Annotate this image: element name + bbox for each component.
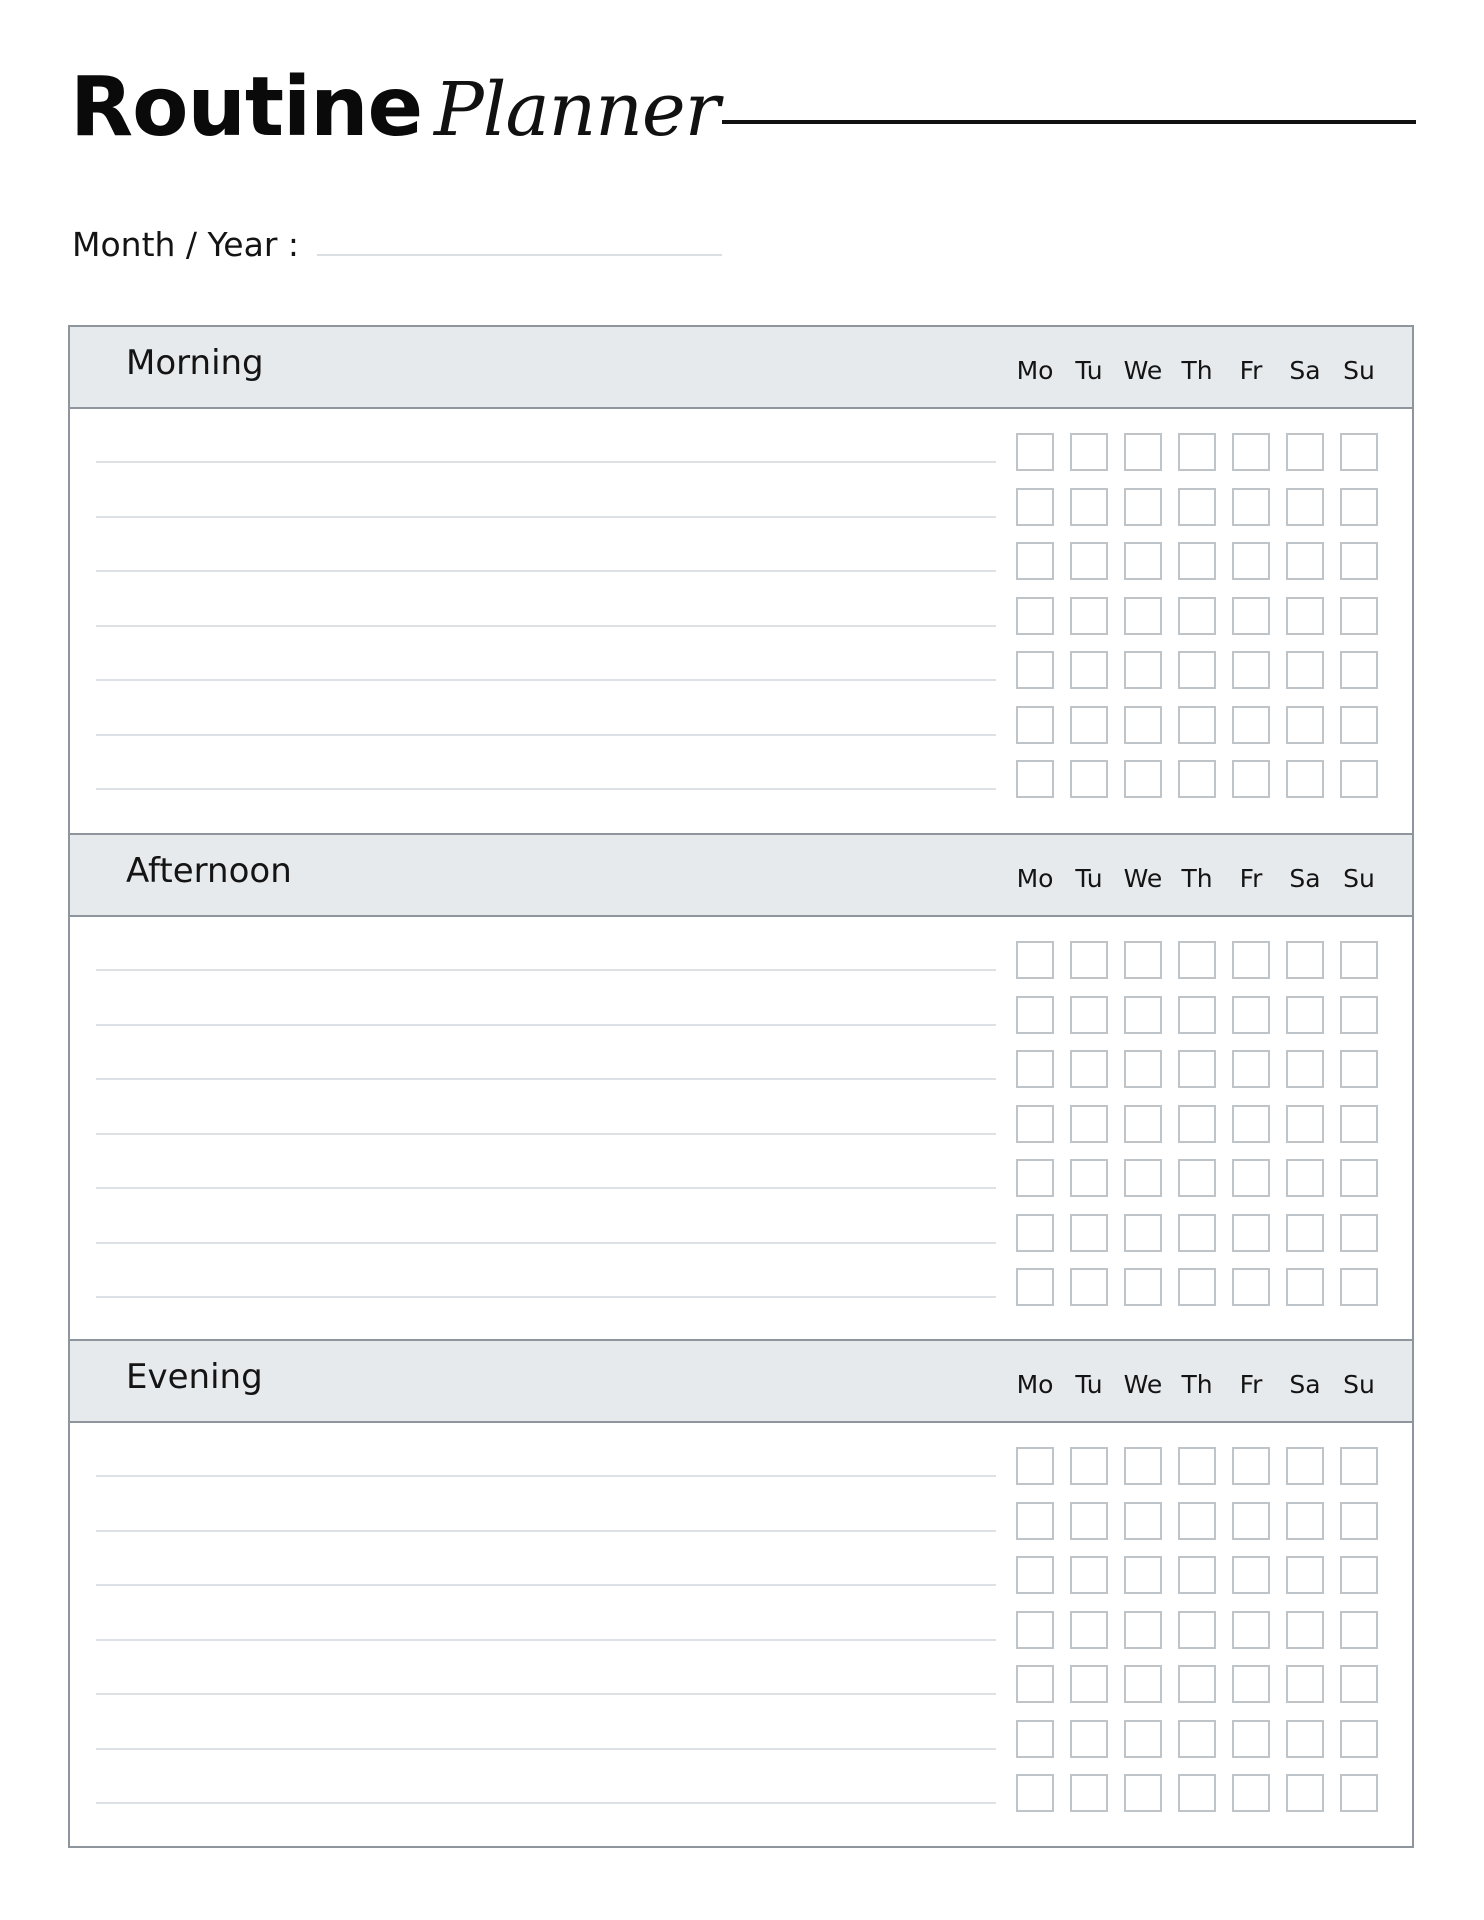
checkbox-sa[interactable] xyxy=(1286,1774,1324,1812)
day-label-th: Th xyxy=(1181,1370,1213,1399)
checkbox-sa[interactable] xyxy=(1286,1159,1324,1197)
checkbox-mo[interactable] xyxy=(1016,1720,1054,1758)
day-label-sa: Sa xyxy=(1289,864,1321,893)
routine-write-line[interactable] xyxy=(96,1078,996,1080)
checkbox-fr[interactable] xyxy=(1232,1665,1270,1703)
checkbox-mo[interactable] xyxy=(1016,1105,1054,1143)
routine-write-line[interactable] xyxy=(96,679,996,681)
checkbox-we[interactable] xyxy=(1124,996,1162,1034)
checkbox-fr[interactable] xyxy=(1232,1502,1270,1540)
checkbox-we[interactable] xyxy=(1124,1611,1162,1649)
routine-planner-table xyxy=(68,325,1414,1848)
checkbox-sa[interactable] xyxy=(1286,706,1324,744)
checkbox-th[interactable] xyxy=(1178,1447,1216,1485)
checkbox-th[interactable] xyxy=(1178,1556,1216,1594)
section-title: Morning xyxy=(126,343,264,383)
checkbox-fr[interactable] xyxy=(1232,1105,1270,1143)
checkbox-tu[interactable] xyxy=(1070,1268,1108,1306)
routine-write-line[interactable] xyxy=(96,1639,996,1641)
day-label-we: We xyxy=(1123,1370,1163,1399)
checkbox-mo[interactable] xyxy=(1016,1447,1054,1485)
day-label-su: Su xyxy=(1343,356,1375,385)
checkbox-tu[interactable] xyxy=(1070,433,1108,471)
checkbox-tu[interactable] xyxy=(1070,488,1108,526)
checkbox-sa[interactable] xyxy=(1286,1502,1324,1540)
section-title: Afternoon xyxy=(126,851,292,891)
checkbox-fr[interactable] xyxy=(1232,1050,1270,1088)
checkbox-su[interactable] xyxy=(1340,1159,1378,1197)
day-label-su: Su xyxy=(1343,864,1375,893)
checkbox-tu[interactable] xyxy=(1070,1447,1108,1485)
checkbox-su[interactable] xyxy=(1340,1268,1378,1306)
checkbox-fr[interactable] xyxy=(1232,1268,1270,1306)
routine-write-line[interactable] xyxy=(96,1693,996,1695)
title-rule xyxy=(722,120,1416,124)
checkbox-su[interactable] xyxy=(1340,1105,1378,1143)
checkbox-sa[interactable] xyxy=(1286,1214,1324,1252)
day-label-mo: Mo xyxy=(1016,356,1054,385)
checkbox-th[interactable] xyxy=(1178,1159,1216,1197)
checkbox-su[interactable] xyxy=(1340,996,1378,1034)
routine-write-line[interactable] xyxy=(96,734,996,736)
checkbox-we[interactable] xyxy=(1124,542,1162,580)
day-label-we: We xyxy=(1123,864,1163,893)
checkbox-th[interactable] xyxy=(1178,1268,1216,1306)
checkbox-su[interactable] xyxy=(1340,760,1378,798)
title-bold-word: Routine xyxy=(70,60,423,155)
checkbox-mo[interactable] xyxy=(1016,941,1054,979)
checkbox-tu[interactable] xyxy=(1070,941,1108,979)
checkbox-mo[interactable] xyxy=(1016,542,1054,580)
page-title xyxy=(70,58,1416,158)
checkbox-sa[interactable] xyxy=(1286,1105,1324,1143)
checkbox-sa[interactable] xyxy=(1286,1447,1324,1485)
checkbox-mo[interactable] xyxy=(1016,1268,1054,1306)
checkbox-sa[interactable] xyxy=(1286,597,1324,635)
checkbox-fr[interactable] xyxy=(1232,1159,1270,1197)
routine-write-line[interactable] xyxy=(96,1584,996,1586)
checkbox-fr[interactable] xyxy=(1232,1774,1270,1812)
routine-write-line[interactable] xyxy=(96,1802,996,1804)
checkbox-su[interactable] xyxy=(1340,1774,1378,1812)
checkbox-tu[interactable] xyxy=(1070,1214,1108,1252)
day-label-fr: Fr xyxy=(1239,1370,1263,1399)
checkbox-mo[interactable] xyxy=(1016,1556,1054,1594)
checkbox-sa[interactable] xyxy=(1286,488,1324,526)
checkbox-th[interactable] xyxy=(1178,706,1216,744)
checkbox-fr[interactable] xyxy=(1232,1720,1270,1758)
checkbox-su[interactable] xyxy=(1340,542,1378,580)
checkbox-we[interactable] xyxy=(1124,488,1162,526)
checkbox-fr[interactable] xyxy=(1232,1556,1270,1594)
checkbox-su[interactable] xyxy=(1340,433,1378,471)
day-label-sa: Sa xyxy=(1289,356,1321,385)
checkbox-fr[interactable] xyxy=(1232,1214,1270,1252)
checkbox-su[interactable] xyxy=(1340,941,1378,979)
checkbox-th[interactable] xyxy=(1178,1502,1216,1540)
month-year-field[interactable] xyxy=(317,254,722,256)
checkbox-su[interactable] xyxy=(1340,1720,1378,1758)
routine-write-line[interactable] xyxy=(96,1296,996,1298)
checkbox-we[interactable] xyxy=(1124,1502,1162,1540)
checkbox-tu[interactable] xyxy=(1070,597,1108,635)
checkbox-sa[interactable] xyxy=(1286,1268,1324,1306)
day-label-th: Th xyxy=(1181,864,1213,893)
checkbox-fr[interactable] xyxy=(1232,597,1270,635)
checkbox-we[interactable] xyxy=(1124,706,1162,744)
checkbox-we[interactable] xyxy=(1124,433,1162,471)
checkbox-we[interactable] xyxy=(1124,1214,1162,1252)
checkbox-tu[interactable] xyxy=(1070,1502,1108,1540)
checkbox-fr[interactable] xyxy=(1232,651,1270,689)
checkbox-th[interactable] xyxy=(1178,488,1216,526)
routine-write-line[interactable] xyxy=(96,1187,996,1189)
checkbox-sa[interactable] xyxy=(1286,941,1324,979)
routine-write-line[interactable] xyxy=(96,625,996,627)
checkbox-mo[interactable] xyxy=(1016,1214,1054,1252)
checkbox-tu[interactable] xyxy=(1070,706,1108,744)
title-script-word: Planner xyxy=(434,67,720,153)
checkbox-fr[interactable] xyxy=(1232,1611,1270,1649)
checkbox-th[interactable] xyxy=(1178,1774,1216,1812)
checkbox-sa[interactable] xyxy=(1286,1556,1324,1594)
checkbox-fr[interactable] xyxy=(1232,996,1270,1034)
checkbox-tu[interactable] xyxy=(1070,1050,1108,1088)
section-title: Evening xyxy=(126,1357,263,1397)
checkbox-sa[interactable] xyxy=(1286,1665,1324,1703)
checkbox-we[interactable] xyxy=(1124,597,1162,635)
checkbox-fr[interactable] xyxy=(1232,941,1270,979)
checkbox-tu[interactable] xyxy=(1070,1105,1108,1143)
day-label-sa: Sa xyxy=(1289,1370,1321,1399)
checkbox-sa[interactable] xyxy=(1286,1720,1324,1758)
checkbox-th[interactable] xyxy=(1178,941,1216,979)
checkbox-fr[interactable] xyxy=(1232,488,1270,526)
checkbox-we[interactable] xyxy=(1124,1268,1162,1306)
day-label-mo: Mo xyxy=(1016,1370,1054,1399)
routine-write-line[interactable] xyxy=(96,788,996,790)
checkbox-fr[interactable] xyxy=(1232,1447,1270,1485)
checkbox-sa[interactable] xyxy=(1286,760,1324,798)
section-header xyxy=(70,327,1412,409)
checkbox-th[interactable] xyxy=(1178,597,1216,635)
checkbox-su[interactable] xyxy=(1340,1050,1378,1088)
section-header xyxy=(70,835,1412,917)
checkbox-th[interactable] xyxy=(1178,1611,1216,1649)
routine-write-line[interactable] xyxy=(96,1748,996,1750)
checkbox-mo[interactable] xyxy=(1016,1159,1054,1197)
checkbox-sa[interactable] xyxy=(1286,1611,1324,1649)
checkbox-mo[interactable] xyxy=(1016,597,1054,635)
month-year-label: Month / Year : xyxy=(72,225,300,264)
checkbox-tu[interactable] xyxy=(1070,651,1108,689)
checkbox-mo[interactable] xyxy=(1016,433,1054,471)
checkbox-mo[interactable] xyxy=(1016,760,1054,798)
routine-write-line[interactable] xyxy=(96,461,996,463)
section-afternoon xyxy=(70,833,1412,1341)
checkbox-su[interactable] xyxy=(1340,1214,1378,1252)
checkbox-mo[interactable] xyxy=(1016,651,1054,689)
checkbox-tu[interactable] xyxy=(1070,542,1108,580)
checkbox-mo[interactable] xyxy=(1016,488,1054,526)
checkbox-tu[interactable] xyxy=(1070,1720,1108,1758)
day-label-tu: Tu xyxy=(1075,1370,1103,1399)
checkbox-we[interactable] xyxy=(1124,1774,1162,1812)
checkbox-su[interactable] xyxy=(1340,1556,1378,1594)
section-evening xyxy=(70,1339,1412,1847)
day-label-fr: Fr xyxy=(1239,864,1263,893)
checkbox-th[interactable] xyxy=(1178,1720,1216,1758)
checkbox-th[interactable] xyxy=(1178,1105,1216,1143)
checkbox-th[interactable] xyxy=(1178,1050,1216,1088)
checkbox-we[interactable] xyxy=(1124,1050,1162,1088)
checkbox-mo[interactable] xyxy=(1016,1774,1054,1812)
checkbox-su[interactable] xyxy=(1340,706,1378,744)
checkbox-mo[interactable] xyxy=(1016,1050,1054,1088)
checkbox-we[interactable] xyxy=(1124,1665,1162,1703)
checkbox-sa[interactable] xyxy=(1286,433,1324,471)
checkbox-we[interactable] xyxy=(1124,651,1162,689)
routine-write-line[interactable] xyxy=(96,969,996,971)
checkbox-tu[interactable] xyxy=(1070,1556,1108,1594)
checkbox-th[interactable] xyxy=(1178,760,1216,798)
checkbox-th[interactable] xyxy=(1178,651,1216,689)
checkbox-tu[interactable] xyxy=(1070,996,1108,1034)
checkbox-fr[interactable] xyxy=(1232,706,1270,744)
checkbox-we[interactable] xyxy=(1124,1556,1162,1594)
checkbox-we[interactable] xyxy=(1124,760,1162,798)
month-year-row xyxy=(72,220,772,270)
checkbox-mo[interactable] xyxy=(1016,1611,1054,1649)
checkbox-tu[interactable] xyxy=(1070,1774,1108,1812)
checkbox-mo[interactable] xyxy=(1016,1502,1054,1540)
checkbox-fr[interactable] xyxy=(1232,433,1270,471)
day-label-tu: Tu xyxy=(1075,356,1103,385)
checkbox-mo[interactable] xyxy=(1016,996,1054,1034)
day-label-tu: Tu xyxy=(1075,864,1103,893)
checkbox-we[interactable] xyxy=(1124,1159,1162,1197)
routine-write-line[interactable] xyxy=(96,1475,996,1477)
checkbox-tu[interactable] xyxy=(1070,760,1108,798)
checkbox-tu[interactable] xyxy=(1070,1611,1108,1649)
checkbox-we[interactable] xyxy=(1124,941,1162,979)
checkbox-we[interactable] xyxy=(1124,1447,1162,1485)
section-morning xyxy=(70,327,1412,833)
checkbox-su[interactable] xyxy=(1340,1502,1378,1540)
checkbox-we[interactable] xyxy=(1124,1720,1162,1758)
routine-write-line[interactable] xyxy=(96,1133,996,1135)
checkbox-fr[interactable] xyxy=(1232,542,1270,580)
checkbox-sa[interactable] xyxy=(1286,996,1324,1034)
checkbox-th[interactable] xyxy=(1178,1665,1216,1703)
checkbox-mo[interactable] xyxy=(1016,706,1054,744)
checkbox-su[interactable] xyxy=(1340,488,1378,526)
checkbox-mo[interactable] xyxy=(1016,1665,1054,1703)
checkbox-su[interactable] xyxy=(1340,1447,1378,1485)
checkbox-th[interactable] xyxy=(1178,1214,1216,1252)
checkbox-su[interactable] xyxy=(1340,651,1378,689)
routine-write-line[interactable] xyxy=(96,516,996,518)
day-label-fr: Fr xyxy=(1239,356,1263,385)
checkbox-sa[interactable] xyxy=(1286,1050,1324,1088)
checkbox-tu[interactable] xyxy=(1070,1159,1108,1197)
routine-write-line[interactable] xyxy=(96,1530,996,1532)
checkbox-fr[interactable] xyxy=(1232,760,1270,798)
checkbox-th[interactable] xyxy=(1178,996,1216,1034)
checkbox-we[interactable] xyxy=(1124,1105,1162,1143)
checkbox-sa[interactable] xyxy=(1286,651,1324,689)
checkbox-th[interactable] xyxy=(1178,433,1216,471)
day-label-mo: Mo xyxy=(1016,864,1054,893)
routine-write-line[interactable] xyxy=(96,570,996,572)
checkbox-tu[interactable] xyxy=(1070,1665,1108,1703)
checkbox-su[interactable] xyxy=(1340,1665,1378,1703)
day-label-we: We xyxy=(1123,356,1163,385)
checkbox-th[interactable] xyxy=(1178,542,1216,580)
routine-write-line[interactable] xyxy=(96,1242,996,1244)
day-label-su: Su xyxy=(1343,1370,1375,1399)
checkbox-sa[interactable] xyxy=(1286,542,1324,580)
section-header xyxy=(70,1341,1412,1423)
checkbox-su[interactable] xyxy=(1340,597,1378,635)
day-label-th: Th xyxy=(1181,356,1213,385)
checkbox-su[interactable] xyxy=(1340,1611,1378,1649)
routine-write-line[interactable] xyxy=(96,1024,996,1026)
